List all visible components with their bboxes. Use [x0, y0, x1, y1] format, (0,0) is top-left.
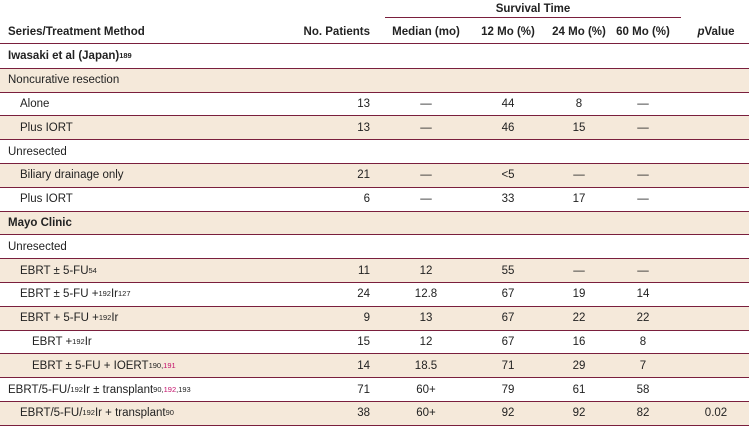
survival-12mo-cell: 92 — [501, 407, 515, 420]
header-60mo: 60 Mo (%) — [616, 26, 670, 38]
survival-12mo-cell: 79 — [501, 383, 515, 396]
survival-60mo-cell: — — [637, 97, 649, 110]
table-row — [0, 93, 749, 116]
header-p-value: p Value — [697, 26, 735, 38]
patients-cell: 21 — [357, 169, 370, 182]
table-row — [0, 283, 749, 306]
patients-cell: 13 — [357, 121, 370, 134]
patients-cell: 9 — [363, 312, 370, 325]
survival-12mo-cell: 33 — [501, 193, 515, 206]
survival-24mo-cell: 61 — [572, 383, 586, 396]
median-cell: — — [420, 121, 432, 134]
median-cell: 13 — [419, 312, 433, 325]
median-cell: 12.8 — [414, 288, 438, 301]
survival-24mo-cell: — — [573, 169, 585, 182]
survival-60mo-cell: — — [637, 169, 649, 182]
header-12mo: 12 Mo (%) — [481, 26, 535, 38]
survival-24mo-cell: 16 — [572, 335, 586, 348]
p-value-cell: 0.02 — [704, 407, 728, 420]
survival-12mo-cell: 71 — [501, 359, 515, 372]
header-median: Median (mo) — [392, 26, 460, 38]
survival-60mo-cell: — — [637, 264, 649, 277]
survival-60mo-cell: 82 — [636, 407, 650, 420]
median-cell: — — [420, 97, 432, 110]
patients-cell: 38 — [357, 407, 370, 420]
row-label: EBRT ± 5-FU 54 — [20, 264, 97, 277]
patients-cell: 11 — [358, 264, 370, 277]
row-label: EBRT/5-FU/ 192 Ir ± transplant 90, 192 ,193 — [8, 383, 191, 396]
header-rule — [0, 43, 749, 44]
row-label: EBRT + 5-FU + 192 Ir — [20, 312, 119, 325]
row-label: Alone — [20, 97, 50, 110]
table-row — [0, 259, 749, 282]
header-patients: No. Patients — [303, 26, 370, 38]
table-row — [0, 331, 749, 354]
median-cell: 60+ — [416, 407, 436, 420]
survival-60mo-cell: — — [637, 121, 649, 134]
table-row — [0, 140, 749, 163]
survival-12mo-cell: 44 — [501, 97, 515, 110]
table-row — [0, 402, 749, 425]
table-row — [0, 212, 749, 235]
row-label: EBRT ± 5-FU + 192 Ir 127 — [20, 288, 131, 301]
survival-60mo-cell: 14 — [636, 288, 650, 301]
header-24mo: 24 Mo (%) — [552, 26, 606, 38]
median-cell: — — [420, 193, 432, 206]
survival-12mo-cell: 46 — [501, 121, 515, 134]
table-row — [0, 378, 749, 401]
row-label: Unresected — [8, 145, 67, 158]
survival-24mo-cell: 22 — [572, 312, 586, 325]
header-survival-group: Survival Time — [495, 3, 571, 15]
patients-cell: 71 — [357, 383, 370, 396]
survival-24mo-cell: 19 — [572, 288, 586, 301]
patients-cell: 14 — [357, 359, 370, 372]
table-row — [0, 69, 749, 92]
survival-24mo-cell: 8 — [575, 97, 583, 110]
row-label: EBRT + 192 Ir — [32, 335, 92, 348]
row-label: Unresected — [8, 240, 67, 253]
survival-60mo-cell: 22 — [636, 312, 650, 325]
survival-24mo-cell: 29 — [572, 359, 586, 372]
row-label: Iwasaki et al (Japan) 189 — [8, 50, 132, 63]
survival-60mo-cell: 58 — [636, 383, 650, 396]
row-label: Plus IORT — [20, 121, 73, 134]
survival-60mo-cell: 7 — [639, 359, 647, 372]
survival-group-rule — [385, 17, 681, 18]
median-cell: 12 — [419, 335, 433, 348]
row-label: Biliary drainage only — [20, 169, 124, 182]
table-row — [0, 188, 749, 211]
survival-12mo-cell: <5 — [501, 169, 515, 182]
table-row — [0, 354, 749, 377]
survival-24mo-cell: 92 — [572, 407, 586, 420]
table-row — [0, 307, 749, 330]
row-label: EBRT ± 5-FU + IOERT 190, 191 — [32, 359, 176, 372]
table-row — [0, 164, 749, 187]
header-series: Series/Treatment Method — [8, 26, 145, 38]
survival-60mo-cell: — — [637, 193, 649, 206]
table-row — [0, 45, 749, 68]
survival-24mo-cell: — — [573, 264, 585, 277]
median-cell: — — [420, 169, 432, 182]
survival-24mo-cell: 17 — [572, 193, 586, 206]
survival-12mo-cell: 55 — [501, 264, 515, 277]
table-row — [0, 235, 749, 258]
patients-cell: 6 — [363, 193, 370, 206]
patients-cell: 13 — [357, 97, 370, 110]
median-cell: 12 — [419, 264, 433, 277]
median-cell: 60+ — [416, 383, 436, 396]
patients-cell: 24 — [357, 288, 370, 301]
row-label: Plus IORT — [20, 193, 73, 206]
survival-24mo-cell: 15 — [572, 121, 586, 134]
median-cell: 18.5 — [414, 359, 438, 372]
survival-12mo-cell: 67 — [501, 335, 515, 348]
table-header — [0, 0, 749, 44]
survival-12mo-cell: 67 — [501, 288, 515, 301]
survival-60mo-cell: 8 — [639, 335, 647, 348]
row-label: EBRT/5-FU/ 192 Ir + transplant 90 — [20, 407, 174, 420]
patients-cell: 15 — [357, 335, 370, 348]
table-row — [0, 116, 749, 139]
row-label: Mayo Clinic — [8, 216, 72, 229]
survival-12mo-cell: 67 — [501, 312, 515, 325]
row-label: Noncurative resection — [8, 74, 120, 87]
